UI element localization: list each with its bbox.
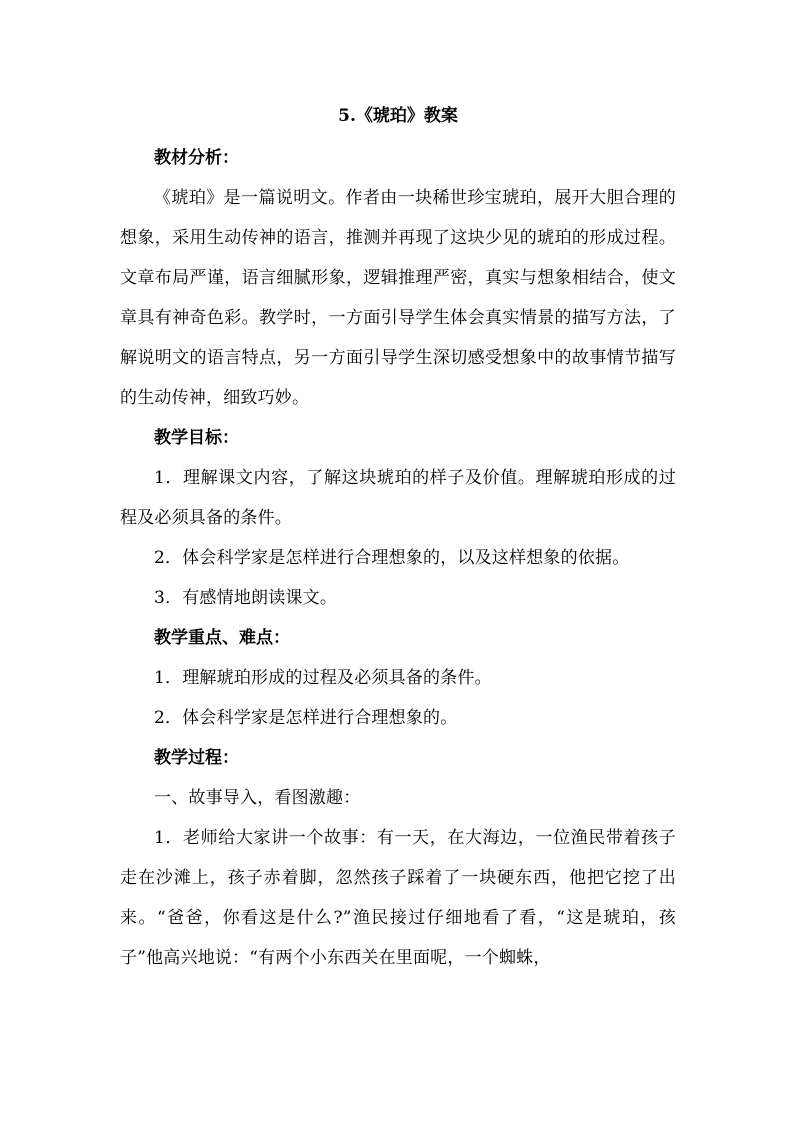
section-heading-key-points: 教学重点、难点： (154, 628, 290, 648)
objective-item-3: 3．有感情地朗读课文。 (154, 588, 338, 608)
analysis-paragraph: 《琥珀》是一篇说明文。作者由一块稀世珍宝琥珀，展开大胆合理的想象，采用生动传神的语言，推测并再现了这块少见的琥珀的形成过程。文章布局严谨，语言细腻形象，逻辑推理严密，真实与想象相结合，使文章具有神奇色彩。教学时，一方面引导学生体会真实情景的描写方法，了解说明文的语言特点，另一方面引导学生深切感受想象中的故事情节描写的生动传神，细致巧妙。 (120, 188, 676, 408)
document-title: 5.《琥珀》教案 (338, 106, 458, 126)
section-heading-objectives: 教学目标： (154, 428, 239, 448)
process-step-heading: 一、故事导入，看图激趣： (154, 788, 361, 808)
key-point-item-1: 1．理解琥珀形成的过程及必须具备的条件。 (154, 668, 492, 688)
objective-item-2: 2．体会科学家是怎样进行合理想象的，以及这样想象的依据。 (154, 548, 630, 568)
document-body (120, 98, 676, 978)
objective-item-1: 1．理解课文内容，了解这块琥珀的样子及价值。理解琥珀形成的过程及必须具备的条件。 (120, 468, 676, 528)
key-point-item-2: 2．体会科学家是怎样进行合理想象的。 (154, 708, 458, 728)
section-heading-process: 教学过程： (154, 748, 239, 768)
section-heading-analysis: 教材分析： (154, 148, 239, 168)
process-story-paragraph: 1．老师给大家讲一个故事：有一天，在大海边，一位渔民带着孩子走在沙滩上，孩子赤着脚，忽然孩子踩着了一块硬东西，他把它挖了出来。“爸爸，你看这是什么?”渔民接过仔细地看了看，“这是琥珀，孩子”他高兴地说：“有两个小东西关在里面呢，一个蜘蛛， (120, 828, 676, 968)
